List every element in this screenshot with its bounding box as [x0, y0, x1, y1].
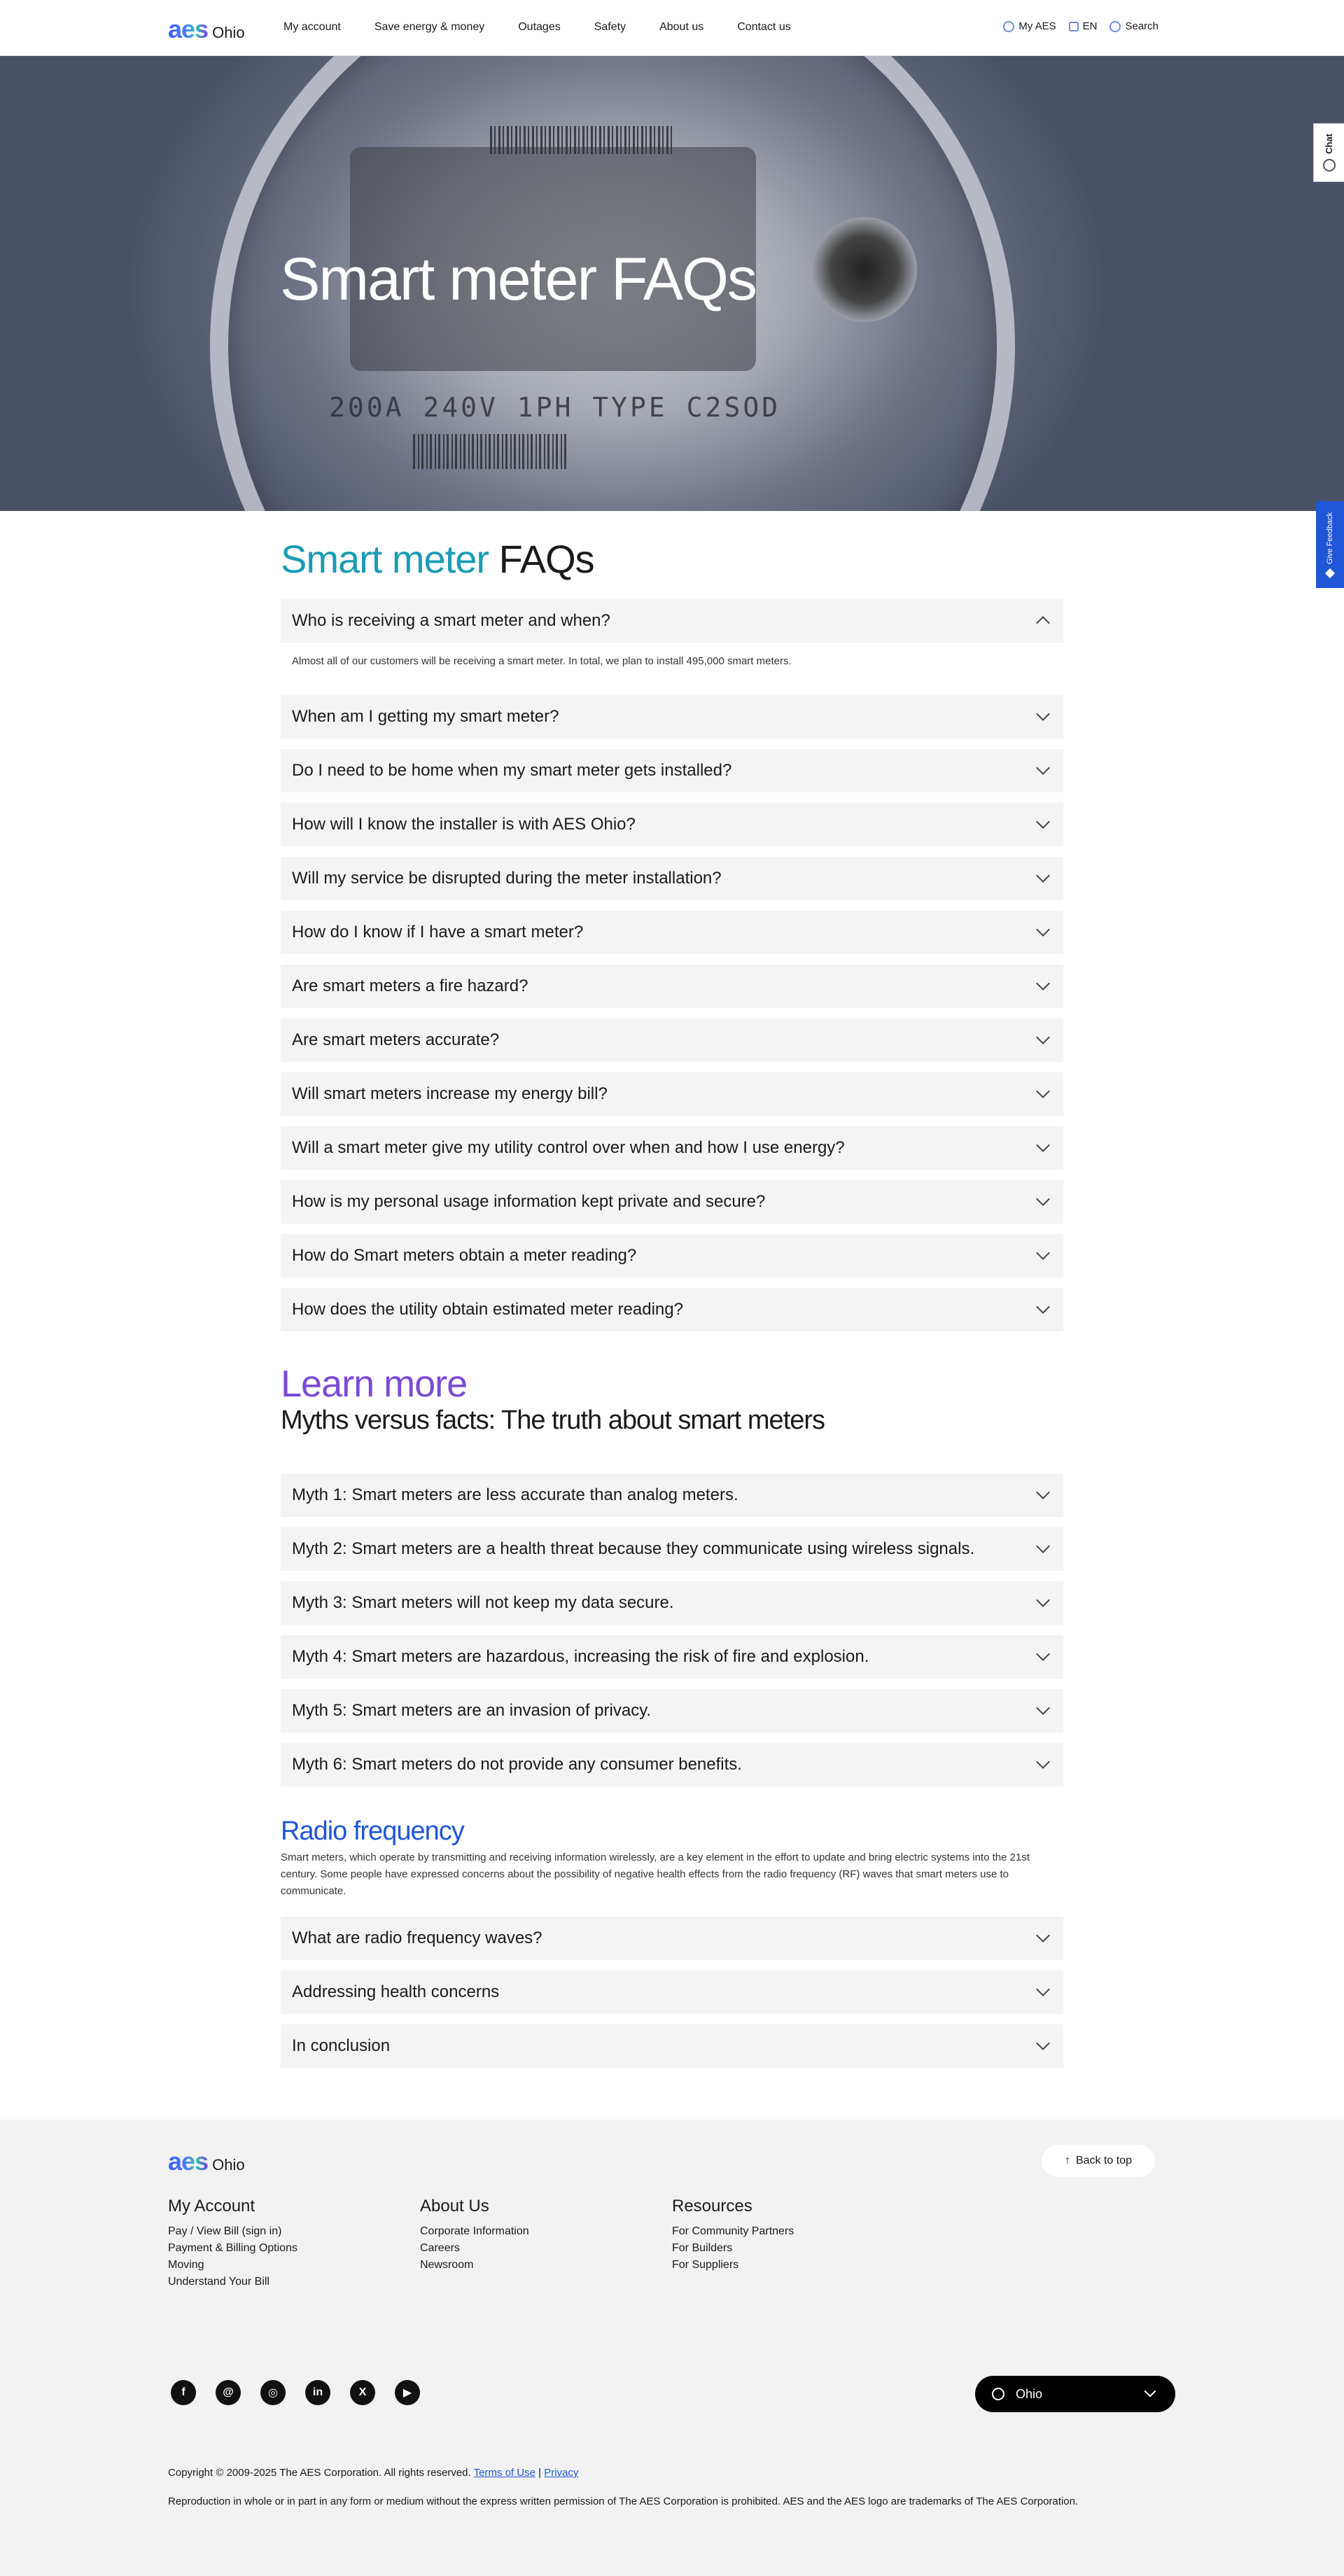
chevron-down-icon [1036, 761, 1050, 775]
faq-item-open[interactable] [281, 599, 1063, 643]
faq-question: How will I know the installer is with AES Ohio? [292, 815, 636, 834]
faq-item[interactable] [281, 1288, 1063, 1331]
language-selector[interactable] [1069, 20, 1098, 32]
faq-question: How do Smart meters obtain a meter reading? [292, 1246, 637, 1265]
meter-image-barcode [413, 434, 567, 469]
faq-item[interactable] [281, 1234, 1063, 1278]
faq-answer: Almost all of our customers will be receiving a smart meter. In total, we plan to install 495,000 smart meters. [292, 655, 792, 667]
radio-frequency-section [281, 1816, 1063, 2068]
radio-frequency-body: Smart meters, which operate by transmitting and receiving information wirelessly, are a key element in the effort to update and bring electric systems into the 21st century. Some people have expressed concerns about the possibility of negative health effects from the radio frequency (RF) waves that smart meters use to communicate. [281, 1851, 1030, 1897]
hero-title: Smart meter FAQs [280, 246, 757, 313]
faq-item[interactable] [281, 803, 1063, 846]
instagram-icon[interactable]: ◎ [260, 2380, 286, 2405]
privacy-link[interactable]: Privacy [544, 2467, 579, 2479]
footer-link[interactable]: Moving [168, 2259, 204, 2271]
my-aes-label: My AES [1018, 20, 1056, 32]
myth-item[interactable] [281, 1581, 1063, 1625]
meter-image-text: 200A 240V 1PH TYPE C2SOD [329, 392, 781, 423]
feedback-label: Give Feedback [1326, 512, 1334, 564]
chevron-down-icon [1036, 1300, 1050, 1314]
myth-item[interactable] [281, 1743, 1063, 1786]
chevron-down-icon [1036, 707, 1050, 721]
myths-accordion [281, 1474, 1063, 1786]
footer-logo[interactable] [168, 2149, 245, 2174]
reproduction-notice: Reproduction in whole or in part in any form or medium without the express written permission of The AES Corporation is prohibited. AES and the AES logo are trademarks of The AES Corporation. [168, 2496, 1079, 2507]
copyright [168, 2467, 578, 2479]
faq-item[interactable] [281, 965, 1063, 1008]
myth-question: Myth 6: Smart meters do not provide any consumer benefits. [292, 1755, 742, 1774]
faq-question: Are smart meters accurate? [292, 1030, 500, 1049]
page-title-accent: Smart meter [281, 537, 489, 581]
globe-icon [992, 2388, 1004, 2400]
language-icon [1069, 22, 1079, 31]
site-footer [0, 2120, 1344, 2576]
region-select-value: Ohio [1016, 2386, 1043, 2401]
nav-safety[interactable]: Safety [594, 21, 626, 33]
nav-my-account[interactable]: My account [284, 21, 341, 33]
footer-link[interactable]: Payment & Billing Options [168, 2242, 298, 2254]
footer-link[interactable]: For Community Partners [672, 2225, 794, 2237]
footer-link[interactable]: Newsroom [420, 2259, 474, 2271]
aes-ohio-logo[interactable] [168, 17, 245, 42]
footer-link[interactable]: Understand Your Bill [168, 2276, 270, 2288]
main-nav [284, 21, 791, 34]
faq-question: Will smart meters increase my energy bill? [292, 1084, 608, 1103]
faq-question: Will my service be disrupted during the meter installation? [292, 869, 722, 888]
chevron-down-icon [1036, 1246, 1050, 1260]
my-aes-link[interactable] [1003, 20, 1056, 32]
chevron-down-icon [1036, 1701, 1050, 1715]
search-button[interactable] [1110, 20, 1158, 32]
footer-col-about-us [420, 2197, 529, 2274]
utility-nav [1003, 20, 1158, 32]
chevron-down-icon [1036, 2036, 1050, 2050]
footer-link[interactable]: Corporate Information [420, 2225, 529, 2237]
chevron-down-icon [1036, 1192, 1050, 1206]
myth-item[interactable] [281, 1689, 1063, 1732]
myth-question: Myth 3: Smart meters will not keep my data secure. [292, 1593, 674, 1612]
give-feedback-tab[interactable] [1316, 501, 1344, 588]
faq-item[interactable] [281, 911, 1063, 954]
aes-logo-mark: aes [168, 2147, 209, 2176]
youtube-icon[interactable]: ▶ [395, 2380, 420, 2405]
logo-region: Ohio [212, 24, 245, 41]
chevron-down-icon [1036, 923, 1050, 937]
myth-item[interactable] [281, 1527, 1063, 1571]
radio-frequency-item[interactable] [281, 2024, 1063, 2068]
footer-link[interactable]: For Suppliers [672, 2259, 739, 2271]
meter-image-barcode [490, 126, 672, 154]
logo-region: Ohio [212, 2156, 245, 2174]
chevron-down-icon [1036, 1138, 1050, 1152]
chevron-down-icon [1036, 1593, 1050, 1607]
faq-question: How is my personal usage information kept private and secure? [292, 1192, 766, 1211]
faq-item[interactable] [281, 695, 1063, 738]
chevron-down-icon [1036, 1755, 1050, 1769]
x-icon[interactable]: X [350, 2380, 375, 2405]
search-label: Search [1125, 20, 1158, 32]
faq-item[interactable] [281, 857, 1063, 900]
site-header [0, 0, 1344, 56]
radio-accordion [281, 1917, 1063, 2068]
back-to-top-button[interactable] [1042, 2145, 1155, 2177]
chevron-down-icon [1036, 1982, 1050, 1996]
faq-question: When am I getting my smart meter? [292, 707, 559, 726]
main-content [281, 536, 1063, 2078]
chevron-down-icon [1036, 1485, 1050, 1499]
faq-item[interactable] [281, 1180, 1063, 1224]
footer-col-resources [672, 2197, 794, 2274]
nav-outages[interactable]: Outages [518, 21, 561, 33]
page-title-rest: FAQs [498, 537, 594, 581]
footer-col-title: My Account [168, 2197, 255, 2216]
footer-col-title: About Us [420, 2197, 489, 2216]
faq-item[interactable] [281, 1018, 1063, 1062]
meter-image-knob [812, 217, 917, 322]
footer-link[interactable]: For Builders [672, 2242, 733, 2254]
faq-item[interactable] [281, 1126, 1063, 1170]
learn-more-section [281, 1362, 1063, 1786]
faq-accordion [281, 599, 1063, 1331]
terms-of-use-link[interactable]: Terms of Use [473, 2467, 536, 2479]
footer-col-title: Resources [672, 2197, 752, 2216]
chevron-down-icon [1036, 1030, 1050, 1044]
faq-question: Will a smart meter give my utility control over when and how I use energy? [292, 1138, 845, 1157]
nav-contact-us[interactable]: Contact us [737, 21, 791, 33]
chevron-up-icon [1036, 616, 1050, 630]
chevron-down-icon [1036, 1928, 1050, 1942]
chevron-down-icon [1036, 976, 1050, 990]
footer-link[interactable]: Careers [420, 2242, 460, 2254]
faq-question: Do I need to be home when my smart meter gets installed? [292, 761, 732, 780]
social-links [171, 2380, 420, 2405]
nav-save-energy[interactable]: Save energy & money [374, 21, 485, 33]
aes-logo-mark: aes [168, 15, 209, 43]
myth-item[interactable] [281, 1635, 1063, 1679]
faq-item[interactable] [281, 749, 1063, 792]
faq-question: How do I know if I have a smart meter? [292, 923, 584, 941]
link-separator: | [538, 2467, 542, 2479]
back-to-top-label: Back to top [1075, 2155, 1133, 2166]
footer-link[interactable]: Pay / View Bill (sign in) [168, 2225, 282, 2237]
chevron-down-icon [1036, 1084, 1050, 1098]
faq-question: Who is receiving a smart meter and when? [292, 611, 610, 630]
search-icon [1110, 21, 1121, 32]
radio-frequency-question: Addressing health concerns [292, 1982, 500, 2001]
language-label: EN [1082, 20, 1098, 32]
page-title [281, 536, 1063, 584]
region-select[interactable] [975, 2376, 1175, 2412]
myth-question: Myth 2: Smart meters are a health threat because they communicate using wireless signals. [292, 1539, 975, 1558]
chevron-down-icon [1036, 869, 1050, 883]
nav-about-us[interactable]: About us [659, 21, 704, 33]
chevron-down-icon [1036, 1539, 1050, 1553]
user-icon [1003, 21, 1014, 32]
learn-more-heading: Learn more [281, 1363, 468, 1405]
hero-banner [0, 56, 1344, 511]
faq-question: How does the utility obtain estimated meter reading? [292, 1300, 683, 1319]
faq-item[interactable] [281, 1072, 1063, 1116]
faq-question: Are smart meters a fire hazard? [292, 976, 528, 995]
footer-col-my-account [168, 2197, 298, 2290]
radio-frequency-item[interactable] [281, 1970, 1063, 2014]
radio-frequency-heading: Radio frequency [281, 1816, 464, 1846]
facebook-icon[interactable]: f [171, 2380, 196, 2405]
copyright-text: Copyright © 2009-2025 The AES Corporation. All rights reserved. [168, 2467, 471, 2479]
radio-frequency-question: What are radio frequency waves? [292, 1928, 542, 1947]
chat-bubble-icon [1323, 159, 1336, 172]
myth-item[interactable] [281, 1474, 1063, 1517]
chat-label: Chat [1324, 133, 1334, 154]
radio-frequency-item[interactable] [281, 1917, 1063, 1960]
myth-question: Myth 5: Smart meters are an invasion of privacy. [292, 1701, 652, 1720]
myth-question: Myth 4: Smart meters are hazardous, increasing the risk of fire and explosion. [292, 1647, 869, 1666]
pencil-icon [1325, 568, 1335, 578]
chat-tab[interactable] [1313, 123, 1344, 182]
radio-frequency-question: In conclusion [292, 2036, 391, 2055]
linkedin-icon[interactable]: in [305, 2380, 330, 2405]
threads-icon[interactable]: @ [216, 2380, 241, 2405]
chevron-down-icon [1144, 2386, 1156, 2398]
arrow-up-icon: ↑ [1064, 2155, 1070, 2166]
myths-subheading: Myths versus facts: The truth about smart meters [281, 1406, 825, 1435]
chevron-down-icon [1036, 1647, 1050, 1661]
chevron-down-icon [1036, 815, 1050, 829]
myth-question: Myth 1: Smart meters are less accurate than analog meters. [292, 1485, 738, 1504]
